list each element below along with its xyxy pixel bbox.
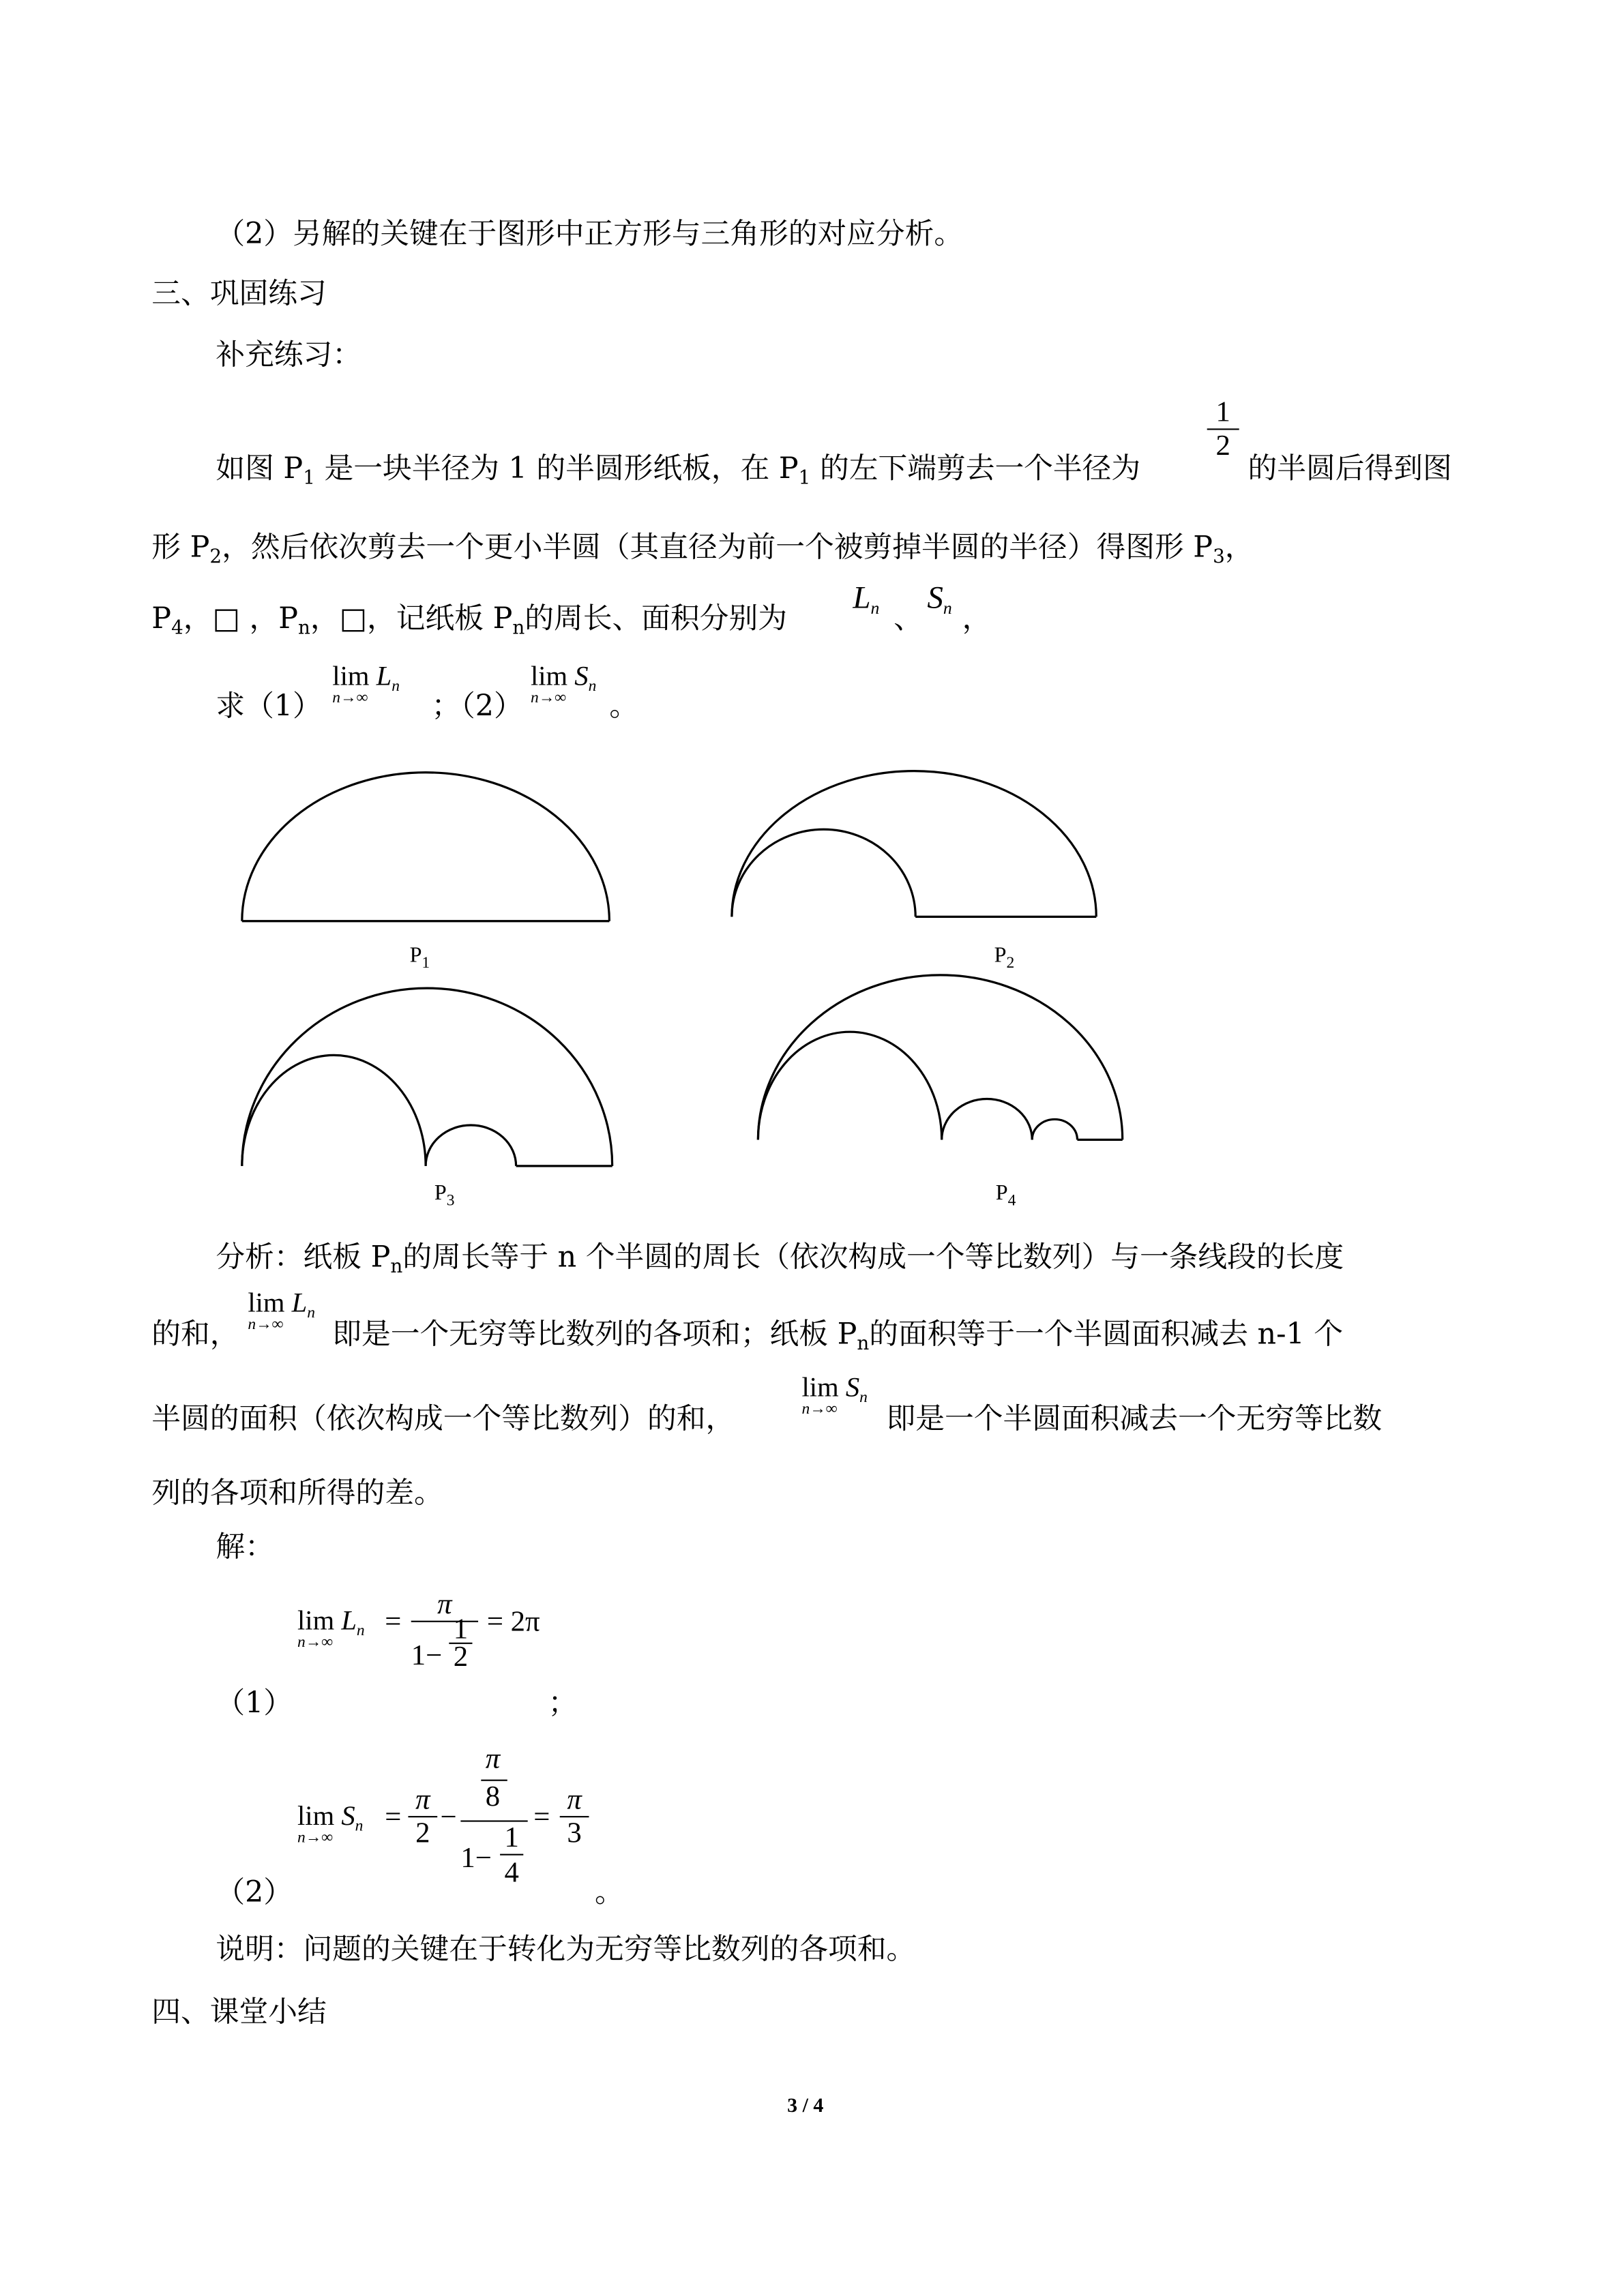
subscript: n [390,1256,403,1279]
text: 。 [609,687,639,724]
subscript: n [512,618,525,640]
caption-P3 [434,1182,455,1210]
page-number-text: 3 / 4 [787,2096,824,2118]
cut-arc-1 [732,829,915,916]
analysis-line-1 [216,1238,1344,1279]
limit-under: n→∞ [530,689,567,707]
text: ， [962,600,992,636]
lim: lim [801,1373,839,1404]
analysis-line-4 [151,1475,443,1510]
eq2-big-fraction [460,1743,527,1903]
analysis-line-2b [332,1315,1344,1356]
equals-sign: = [533,1801,550,1834]
inner-numerator-1: 1 [504,1821,519,1854]
outer-arc [242,988,612,1166]
eq2-end [595,1875,624,1909]
inner-denominator-4: 4 [504,1856,519,1889]
text: 的左下端剪去一个半径为 [819,450,1141,486]
eq1-label [216,1685,293,1720]
text: 半圆的面积（依次构成一个等比数列）的和， [151,1400,735,1436]
eq1-result [487,1606,540,1639]
one-minus: 1− [411,1639,443,1672]
text: ；（2） [431,687,523,724]
subscript: n [298,618,310,640]
inner-numerator: 1 [453,1613,469,1646]
section-heading-summary [151,1994,326,2029]
outer-arc [242,773,610,921]
var: L [341,1606,357,1637]
text: 列的各项和所得的差。 [151,1474,443,1510]
text: ，□，记纸板 P [310,600,513,636]
text: 说明：问题的关键在于转化为无穷等比数列的各项和。 [216,1930,916,1967]
denominator [411,1613,478,1689]
text: （2） [216,1874,293,1909]
caption-text: P [995,1182,1008,1206]
limit-under: n→∞ [332,689,368,707]
note-line [216,1931,915,1966]
subscript: n [355,1817,364,1835]
caption-text: P [434,1182,447,1206]
numerator-pi: π [567,1784,582,1817]
eq2-label [216,1875,293,1909]
equals-sign: = [385,1801,402,1834]
limit-under: n→∞ [801,1400,838,1418]
limit-Ln-eq1 [297,1607,365,1651]
text: 的周长等于 n 个半圆的周长（依次构成一个等比数列）与一条线段的长度 [402,1238,1344,1274]
numerator-pi: π [437,1588,452,1621]
caption-P1 [409,944,430,972]
eq2-minus [440,1802,456,1835]
one-minus: 1− [460,1842,492,1875]
subscript: n [356,1622,365,1640]
limit-under: n→∞ [297,1633,334,1652]
subscript: n [859,1388,868,1407]
text: 如图 P [216,450,304,486]
text: 的面积等于一个半圆面积减去 n-1 个 [869,1315,1344,1352]
subscript: n [392,677,400,696]
inner-fraction [449,1613,472,1673]
figure-P4 [758,975,1122,1140]
numerator-pi: π [415,1784,430,1817]
text: ，□ ，P [183,600,299,636]
denominator: 2 [415,1817,430,1850]
denominator: 3 [567,1817,582,1850]
lim: lim [248,1288,285,1320]
subscript: n [943,597,952,618]
caption-sub: 2 [1006,954,1015,972]
text: ； [548,1684,578,1720]
eq1-end [548,1685,578,1720]
solution-label [216,1529,274,1564]
text: ， [1224,528,1254,565]
subscript: n [588,677,597,696]
limit-under: n→∞ [248,1315,284,1334]
subscript: 2 [209,546,222,569]
figure-P3 [242,988,612,1166]
eq1-equals [385,1606,401,1639]
var: S [341,1801,355,1832]
inner-numerator-pi: π [485,1743,501,1776]
inner-denominator: 2 [453,1641,469,1673]
subscript: 1 [798,468,811,490]
subscript: n [857,1333,870,1356]
denominator: 2 [1215,430,1230,462]
analysis-line-3b [886,1401,1382,1435]
eq2-equals [385,1802,401,1835]
heading-text: 三、巩固练习 [151,275,327,311]
text: 的半圆后得到图 [1247,450,1452,486]
minus-sign: − [440,1801,457,1834]
var: L [376,661,392,693]
eq2-pi-over-2 [408,1784,437,1849]
eq1-fraction [411,1589,478,1689]
var: L [853,578,871,615]
caption-text: P [409,944,422,968]
analysis-line-2a [151,1316,239,1351]
text: 解： [216,1529,274,1564]
var: L [291,1288,308,1320]
subscript: 1 [303,468,315,490]
caption-text: P [994,944,1007,968]
equals-sign: = [385,1606,402,1639]
subscript: 3 [1213,546,1225,569]
cut-arc-1 [758,1032,941,1139]
text: 。 [595,1874,624,1909]
lim: lim [530,661,568,693]
text: 的和， [151,1315,239,1352]
var: S [927,578,943,615]
text: （2）另解的关键在于图形中正方形与三角形的对应分析。 [216,215,964,251]
caption-P4 [995,1182,1016,1210]
var: S [845,1373,860,1404]
lim: lim [332,661,370,693]
text: ，然后依次剪去一个更小半圆（其直径为前一个被剪掉半圆的半径）得图形 P [222,528,1213,565]
caption-sub: 1 [422,954,430,972]
text: 、 [894,600,923,636]
text: （1） [216,1684,293,1720]
limit-Ln-analysis [248,1290,315,1334]
figure-P2 [732,771,1096,917]
text: 求（1） [216,687,322,724]
heading-text: 四、课堂小结 [151,1993,327,2029]
inner-denominator-8: 8 [485,1780,501,1813]
caption-sub: 3 [446,1192,455,1210]
analysis-line-3a [151,1401,735,1435]
limit-Sn-analysis [802,1374,868,1418]
numerator: 1 [1215,396,1230,429]
subscript: 4 [171,618,183,640]
inner-bar-bottom [500,1854,523,1855]
text: 分析：纸板 P [216,1238,391,1274]
cut-arc-3 [1032,1119,1077,1139]
caption-sub: 4 [1007,1192,1016,1210]
text: 是一块半径为 1 的半圆形纸板，在 P [324,450,799,486]
lim: lim [297,1606,335,1637]
limit-Sn-eq2 [297,1803,363,1847]
cut-arc-2 [426,1125,516,1166]
text: 形 P [151,528,210,565]
text: P [151,600,172,636]
var: S [574,661,589,693]
label-text: 补充练习： [216,336,362,372]
text: 的周长、面积分别为 [525,600,788,636]
page-number [787,2096,823,2119]
text: 即是一个半圆面积减去一个无穷等比数 [886,1400,1383,1436]
limit-under: n→∞ [297,1829,334,1847]
cut-arc-2 [942,1099,1033,1140]
figure-P1 [242,773,610,921]
result: = 2π [486,1606,540,1639]
outer-arc [732,771,1096,917]
text: 即是一个无穷等比数列的各项和；纸板 P [332,1315,857,1352]
subscript: n [870,597,880,618]
eq2-pi-over-3 [560,1784,589,1849]
caption-P2 [994,944,1015,972]
subscript: n [307,1304,316,1322]
lim: lim [297,1801,335,1832]
eq2-equals-2 [533,1802,550,1835]
